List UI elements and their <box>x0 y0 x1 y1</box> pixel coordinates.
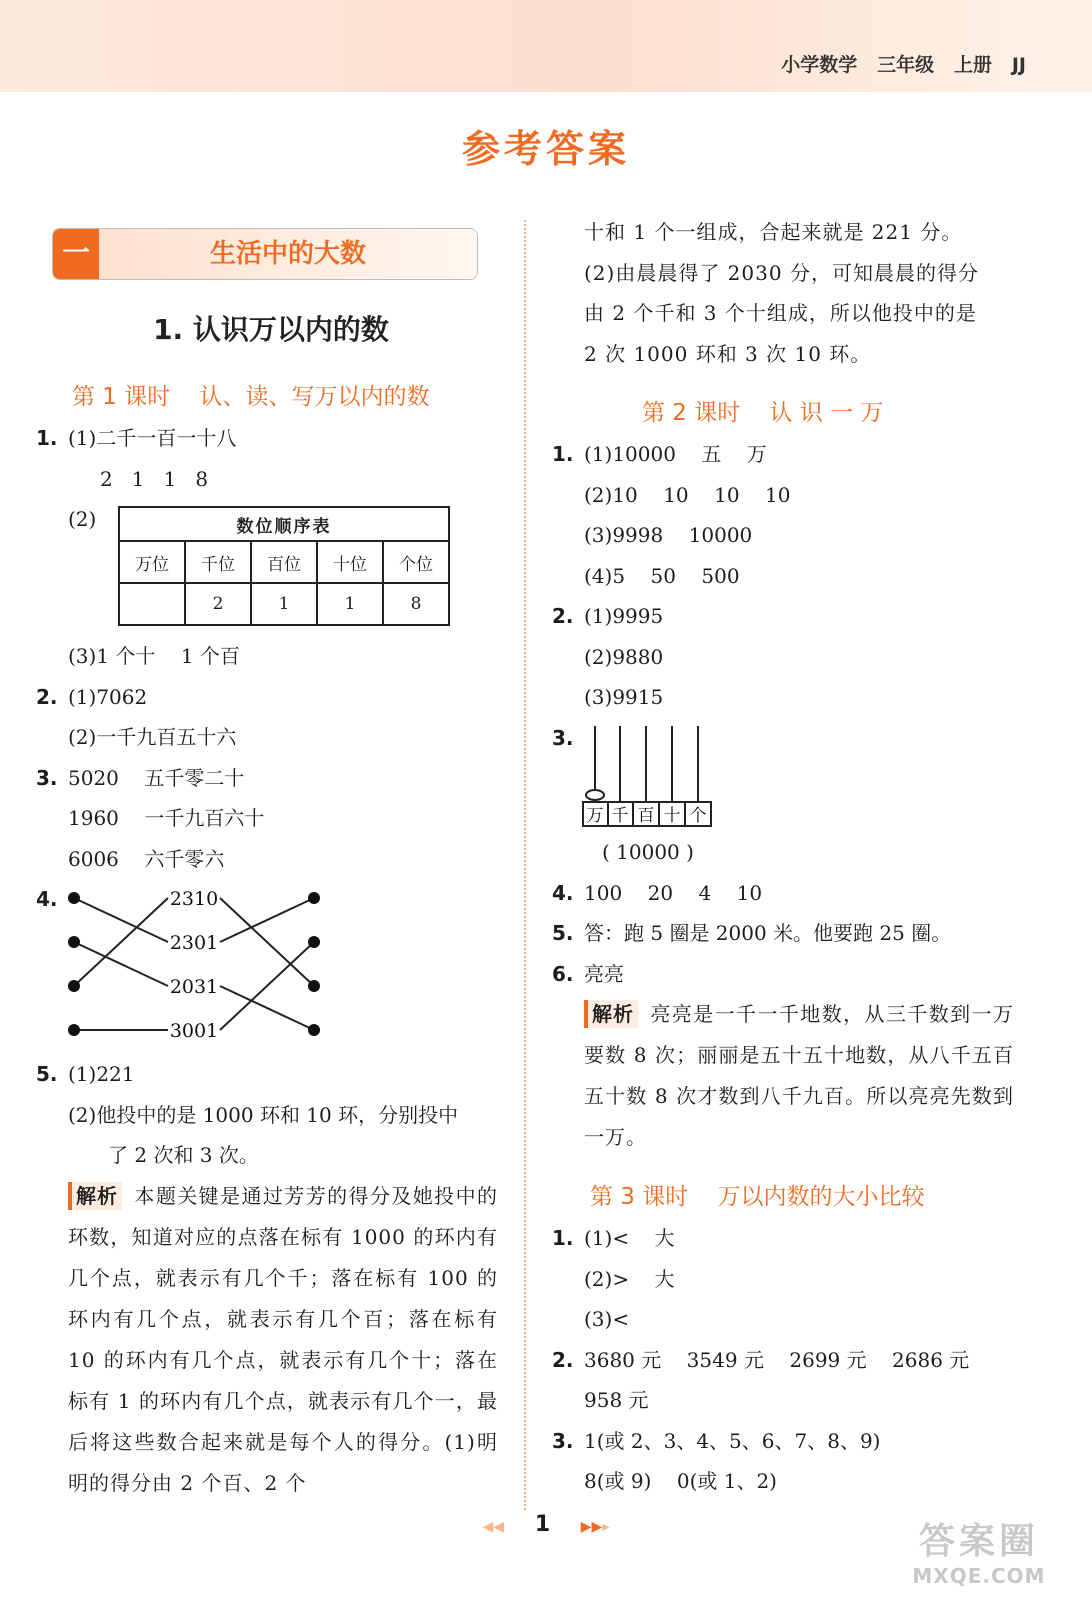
analysis-tag: 解析 <box>68 1182 122 1210</box>
table-header: 万位 <box>119 541 185 583</box>
lesson2-analysis <box>584 994 1014 1158</box>
q-number: 2. <box>552 1347 574 1372</box>
lesson3-answers <box>552 1218 1022 1502</box>
page-number: 1 <box>534 1512 551 1537</box>
abacus-answer: ( 10000 ) <box>602 840 694 864</box>
q-number: 2. <box>552 604 574 628</box>
match-number: 2301 <box>169 932 219 954</box>
unit-number: 一 <box>53 229 99 279</box>
match-number: 3001 <box>169 1020 219 1042</box>
l2-q4-answer: 100 20 4 10 <box>584 880 763 905</box>
l2-q2-answer: (1)9995 <box>584 604 664 628</box>
l2-q1-answer: (4)5 50 500 <box>584 563 740 588</box>
matching-diagram <box>60 880 330 1050</box>
q-number: 3. <box>36 765 58 790</box>
lesson2-q1-q2 <box>552 434 1022 758</box>
l3-q2-answer: 3680 元 3549 元 2699 元 2686 元 <box>584 1347 970 1372</box>
volume-label: 上册 <box>953 54 992 76</box>
edition-label: JJ <box>1011 54 1026 76</box>
column-divider <box>524 220 526 1510</box>
table-cell <box>119 583 185 625</box>
q-number: 4. <box>36 887 58 911</box>
lesson1-q1-q3 <box>36 636 506 920</box>
q1-2-label: (2) <box>68 507 97 531</box>
section-title: 1. 认识万以内的数 <box>153 313 389 346</box>
q3-answer: 6006 六千零六 <box>68 846 225 871</box>
analysis-text: 亮亮是一千一千地数，从三千数到一万要数 8 次；丽丽是五十五十地数，从八千五百五十数 8 次才数到八千九百。所以亮亮先数到一万。 <box>584 1002 1014 1149</box>
q-number: 4. <box>552 880 574 905</box>
table-cell: 2 <box>185 583 251 625</box>
l3-q1-answer: (1)< 大 <box>584 1226 675 1250</box>
lesson2-title: 第 2 课时 认 识 一 万 <box>642 400 884 426</box>
q-number: 1. <box>552 442 574 466</box>
q1-1-answer: (1)二千一百一十八 <box>68 426 237 450</box>
table-header: 百位 <box>251 541 317 583</box>
q-number: 1. <box>552 1226 574 1250</box>
q5-2-answer: (2)他投中的是 1000 环和 10 环，分别投中 <box>68 1102 459 1127</box>
match-dot <box>68 980 80 992</box>
q-number: 3. <box>552 1428 574 1453</box>
header-band <box>0 0 1092 92</box>
match-line <box>220 942 314 1030</box>
match-dot <box>308 980 320 992</box>
abacus-label: 个 <box>689 806 707 826</box>
watermark-url: MXQE.COM <box>912 1564 1046 1588</box>
q3-answer: 1960 一千九百六十 <box>68 806 265 830</box>
q-number: 6. <box>552 961 574 986</box>
lesson1-analysis <box>68 1176 498 1504</box>
match-dot <box>68 892 80 904</box>
analysis-text: 本题关键是通过芳芳的得分及她投中的环数，知道对应的点落在标有 1000 的环内有几个点，就表示有几个千；落在标有 100 的环内有几个点，就表示有几个百；落在标有 10 的环内有几个点，就表示有几个十；落在标有 1 的环内有几个点，就表示有几个一，最后将这些数合起来就是每个人的得分。(1)明明的得分由 2 个百、2 个 <box>68 1184 498 1495</box>
prev-arrows-icon: ◀◀ <box>482 1519 505 1535</box>
abacus-label: 十 <box>663 806 681 826</box>
continued-line: 由 2 个千和 3 个十组成，所以他投中的是 <box>584 301 977 325</box>
abacus-bead <box>586 790 604 800</box>
match-line <box>74 898 168 986</box>
unit-title: 生活中的大数 <box>99 229 477 279</box>
table-cell: 1 <box>317 583 383 625</box>
q2-2-answer: (2)一千九百五十六 <box>68 725 237 749</box>
l3-q1-answer: (3)< <box>584 1307 630 1331</box>
watermark-logo: 答案圈 <box>918 1521 1039 1562</box>
book-info <box>781 50 1026 77</box>
match-dot <box>68 936 80 948</box>
l3-q1-answer: (2)> 大 <box>584 1266 675 1291</box>
subject-label: 小学数学 <box>781 54 858 76</box>
table-caption: 数位顺序表 <box>119 507 449 541</box>
grade-label: 三年级 <box>877 54 935 76</box>
match-dot <box>68 1024 80 1036</box>
l3-q2-answer: 958 元 <box>584 1388 649 1412</box>
lesson2-q3-q6 <box>552 832 1022 994</box>
table-cell: 1 <box>251 583 317 625</box>
match-line <box>220 898 314 942</box>
lesson3-title: 第 3 课时 万以内数的大小比较 <box>590 1184 925 1210</box>
next-arrows-faded-icon: ▸ <box>602 1519 610 1535</box>
q5-1-answer: (1)221 <box>68 1062 135 1086</box>
abacus-label: 百 <box>637 806 655 826</box>
unit-banner <box>52 228 478 280</box>
l2-q6-answer: 亮亮 <box>584 961 624 986</box>
abacus-diagram <box>582 722 714 830</box>
analysis-tag: 解析 <box>584 1000 638 1028</box>
match-number: 2031 <box>169 976 219 998</box>
l3-q3-answer: 8(或 9) 0(或 1、2) <box>584 1469 777 1493</box>
page-title: 参考答案 <box>461 127 630 171</box>
watermark <box>894 1513 1064 1588</box>
table-cell: 8 <box>383 583 449 625</box>
match-line <box>74 898 168 942</box>
match-number: 2310 <box>169 888 219 910</box>
abacus-label: 万 <box>586 806 604 826</box>
q-number: 5. <box>36 1062 58 1086</box>
match-dot <box>308 892 320 904</box>
lesson1-analysis-continued <box>584 212 1024 374</box>
match-dot <box>308 936 320 948</box>
table-header: 千位 <box>185 541 251 583</box>
q-number: 1. <box>36 426 58 450</box>
q3-answer: 5020 五千零二十 <box>68 765 245 790</box>
l2-q2-answer: (3)9915 <box>584 685 664 709</box>
match-line <box>220 898 314 986</box>
q-number: 2. <box>36 684 58 709</box>
match-dot <box>308 1024 320 1036</box>
continued-line: 十和 1 个一组成，合起来就是 221 分。 <box>584 220 963 244</box>
l2-q2-answer: (2)9880 <box>584 644 664 669</box>
continued-line: (2)由晨晨得了 2030 分，可知晨晨的得分 <box>584 260 979 285</box>
next-arrows-icon: ▶▶ <box>580 1519 603 1535</box>
lesson1-title: 第 1 课时 认、读、写万以内的数 <box>72 384 430 410</box>
continued-line: 2 次 1000 环和 3 次 10 环。 <box>584 341 872 366</box>
q5-2-answer-cont: 了 2 次和 3 次。 <box>108 1143 259 1167</box>
q1-1-digits: 2 1 1 8 <box>100 466 209 491</box>
q-number: 3. <box>552 725 574 750</box>
abacus-label: 千 <box>611 806 629 826</box>
q-number: 5. <box>552 921 574 945</box>
lesson1-q5 <box>36 1054 506 1176</box>
table-header: 个位 <box>383 541 449 583</box>
l3-q3-answer: 1(或 2、3、4、5、6、7、8、9) <box>584 1428 881 1453</box>
l2-q5-answer: 答：跑 5 圈是 2000 米。他要跑 25 圈。 <box>584 921 952 945</box>
q2-1-answer: (1)7062 <box>68 684 148 709</box>
q1-3-answer: (3)1 个十 1 个百 <box>68 644 240 668</box>
place-value-table <box>118 506 450 626</box>
l2-q1-answer: (2)10 10 10 10 <box>584 482 791 507</box>
match-line <box>74 942 168 986</box>
table-header: 十位 <box>317 541 383 583</box>
l2-q1-answer: (1)10000 五 万 <box>584 442 767 466</box>
l2-q1-answer: (3)9998 10000 <box>584 523 753 547</box>
match-line <box>220 986 314 1030</box>
